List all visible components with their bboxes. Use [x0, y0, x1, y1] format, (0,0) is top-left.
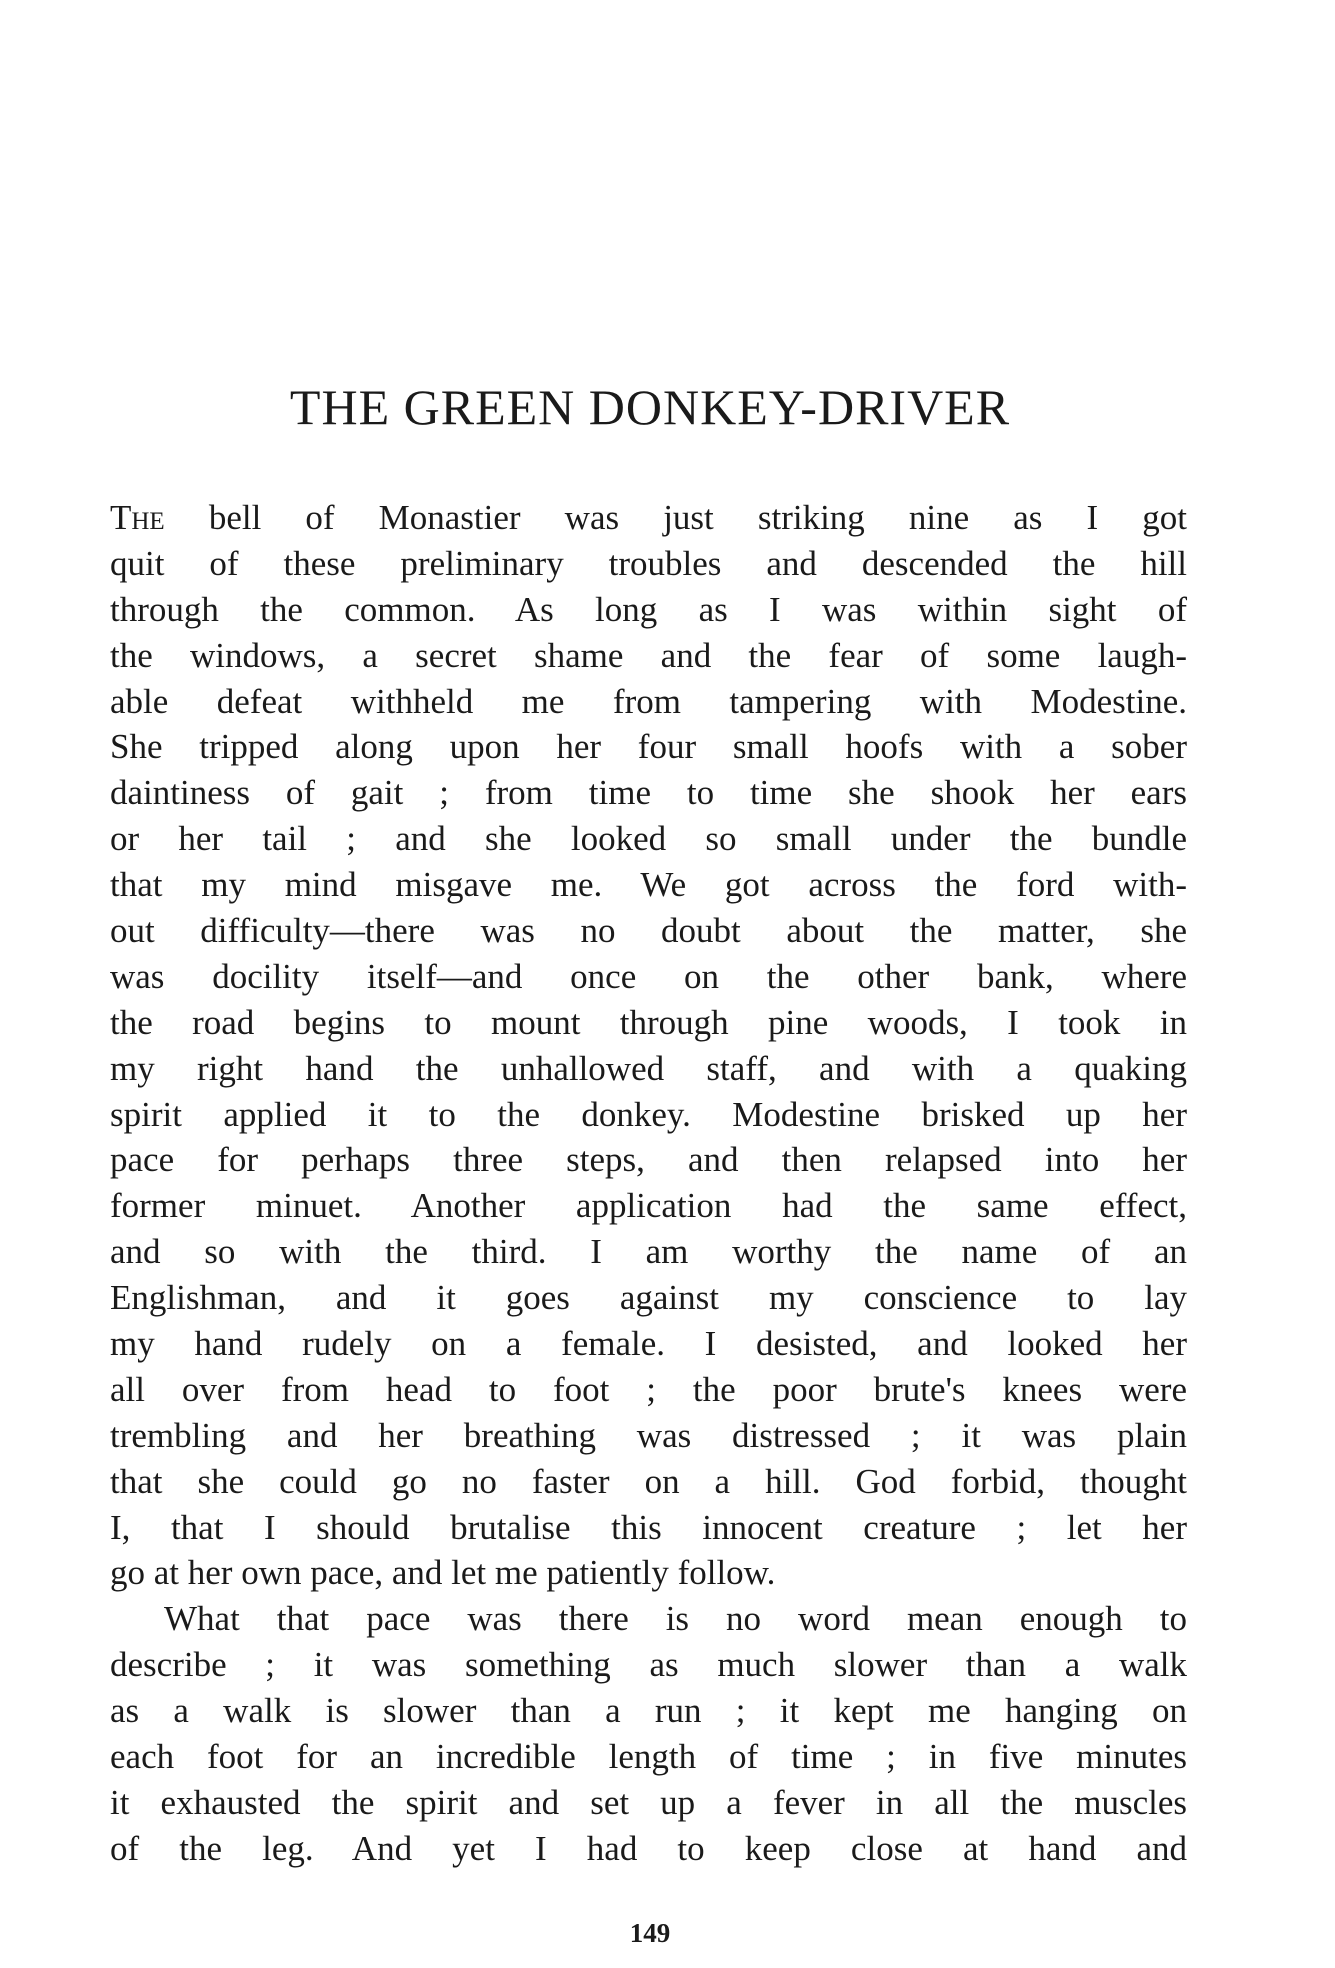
paragraph-line: or her tail ; and she looked so small under the bundle	[110, 819, 1187, 859]
page-number: 149	[629, 1918, 671, 1948]
paragraph-line: my hand rudely on a female. I desisted, and looked her	[110, 1324, 1187, 1364]
paragraph-line: was docility itself—and once on the other bank, where	[110, 956, 1187, 996]
paragraph-line: former minuet. Another application had the same effect,	[110, 1186, 1187, 1226]
paragraph-line: Englishman, and it goes against my conscience to lay	[110, 1278, 1187, 1318]
paragraph-line: my right hand the unhallowed staff, and with a quaking	[110, 1048, 1187, 1088]
paragraph-line: She tripped along upon her four small hoofs with a sober	[110, 727, 1187, 767]
paragraph-line: describe ; it was something as much slower than a walk	[110, 1645, 1187, 1685]
paragraph-line: and so with the third. I am worthy the name of an	[110, 1232, 1187, 1272]
paragraph-line: pace for perhaps three steps, and then relapsed into her	[110, 1140, 1187, 1180]
paragraph-line: quit of these preliminary troubles and descended the hill	[110, 543, 1187, 583]
paragraph-line: I, that I should brutalise this innocent creature ; let her	[110, 1507, 1187, 1547]
paragraph-line: daintiness of gait ; from time to time she shook her ears	[110, 773, 1187, 813]
paragraph-line: each foot for an incredible length of time ; in five minutes	[110, 1737, 1187, 1777]
paragraph-line: that my mind misgave me. We got across the ford with-	[110, 865, 1187, 905]
paragraph-line: as a walk is slower than a run ; it kept me hanging on	[110, 1691, 1187, 1731]
paragraph-line: spirit applied it to the donkey. Modestine brisked up her	[110, 1094, 1187, 1134]
paragraph-line: the road begins to mount through pine woods, I took in	[110, 1002, 1187, 1042]
lead-word: The	[110, 498, 165, 537]
paragraph-line: the windows, a secret shame and the fear of some laugh-	[110, 635, 1187, 675]
paragraph-line: all over from head to foot ; the poor brute's knees were	[110, 1369, 1187, 1409]
paragraph-line: What that pace was there is no word mean enough to	[164, 1599, 1187, 1639]
paragraph-line: through the common. As long as I was within sight of	[110, 589, 1187, 629]
body-text	[110, 495, 1187, 1872]
paragraph-line: that she could go no faster on a hill. God forbid, thought	[110, 1461, 1187, 1501]
paragraph-line: it exhausted the spirit and set up a fever in all the muscles	[110, 1782, 1187, 1822]
paragraph-line: go at her own pace, and let me patiently follow.	[110, 1553, 776, 1593]
paragraph-line: The bell of Monastier was just striking nine as I got	[110, 498, 1187, 537]
paragraph-line: out difficulty—there was no doubt about the matter, she	[110, 911, 1187, 951]
chapter-title: THE GREEN DONKEY-DRIVER	[289, 379, 1011, 435]
paragraph-line: trembling and her breathing was distressed ; it was plain	[110, 1415, 1187, 1455]
paragraph-line: of the leg. And yet I had to keep close at hand and	[110, 1828, 1187, 1868]
paragraph-line: able defeat withheld me from tampering with Modestine.	[110, 681, 1187, 721]
